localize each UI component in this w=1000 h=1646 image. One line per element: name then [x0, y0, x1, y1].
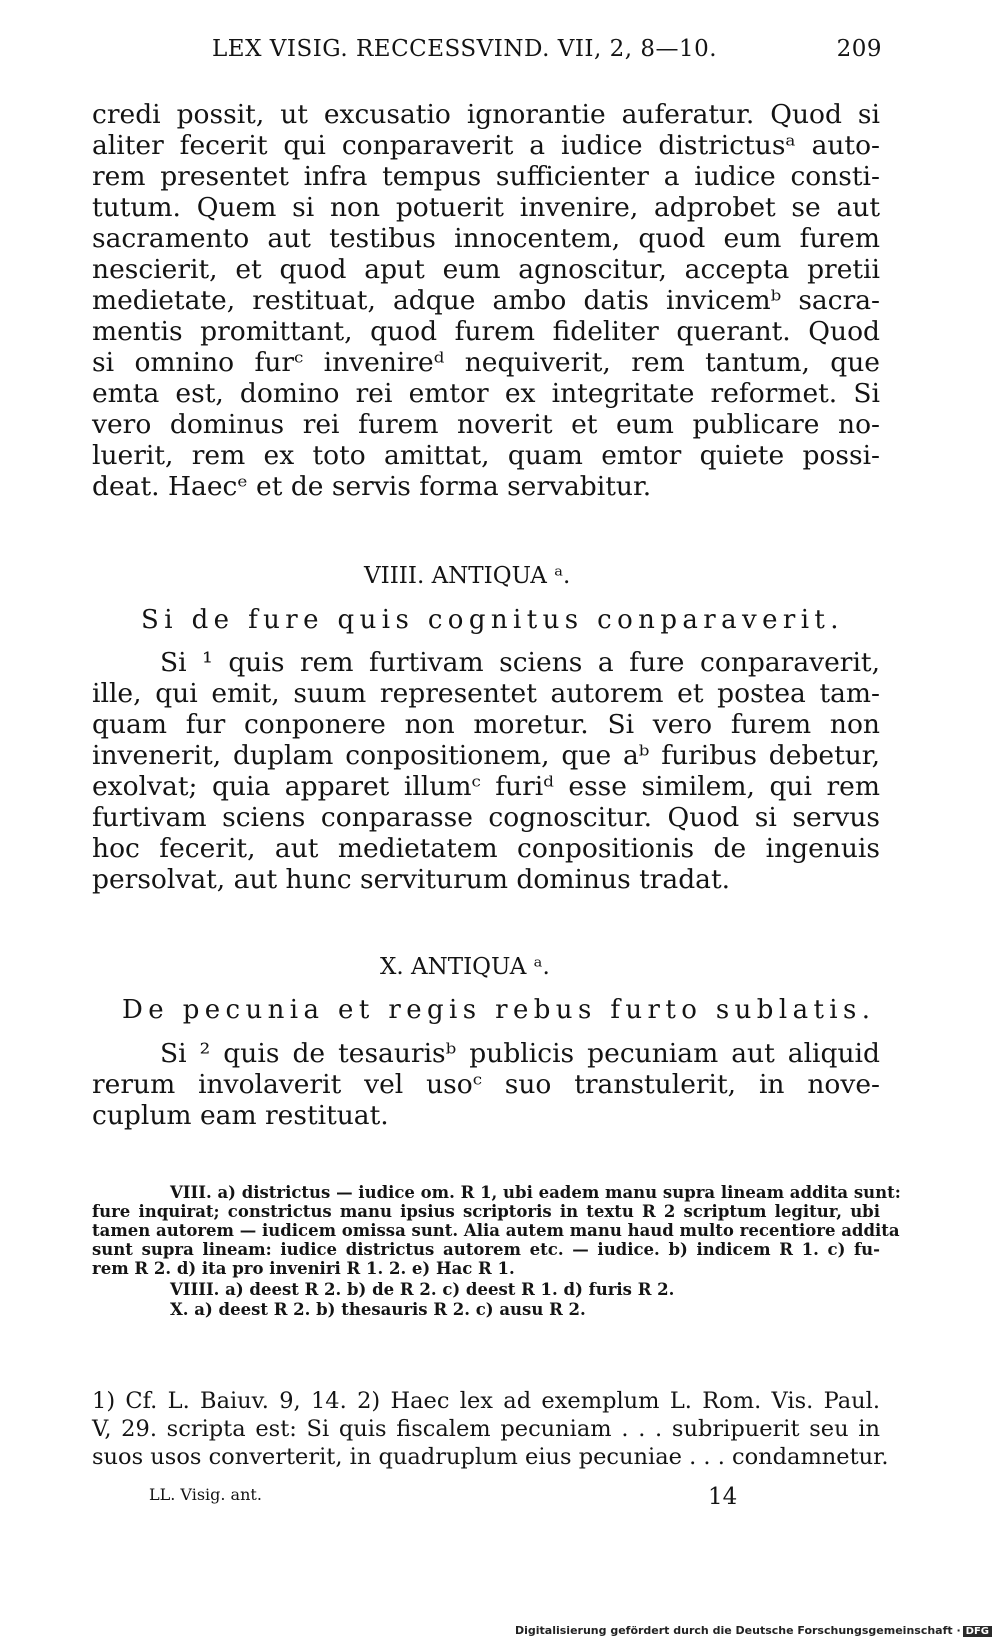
body-line: persolvat, aut hunc serviturum dominus tradat. [92, 864, 731, 895]
signature-number: 14 [708, 1484, 738, 1510]
body-line: Si ¹ quis rem furtivam sciens a fure conparaverit, [160, 647, 880, 678]
section-rubric: De pecunia et regis rebus furto sublatis. [122, 995, 876, 1025]
body-line: quam fur conponere non moretur. Si vero furem non [92, 709, 880, 740]
apparatus-line: VIIII. a) deest R 2. b) de R 2. c) deest R 1. d) furis R 2. [170, 1280, 675, 1299]
body-line: sacramento aut testibus innocentem, quod eum furem [92, 223, 880, 254]
running-header: LEX VISIG. RECCESSVIND. VII, 2, 8—10. [212, 36, 718, 62]
signature-label: LL. Visig. ant. [149, 1485, 262, 1504]
body-line: emta est, domino rei emtor ex integritate reformet. Si [92, 378, 880, 409]
apparatus-line: tamen autorem — iudicem omissa sunt. Alia autem manu haud multo recentiore addita [92, 1221, 900, 1240]
body-line: hoc fecerit, aut medietatem conpositionis de ingenuis [92, 833, 880, 864]
source-note-line: V, 29. scripta est: Si quis fiscalem pecuniam . . . subripuerit seu in [92, 1416, 880, 1442]
body-line: exolvat; quia apparet illumᶜ furiᵈ esse similem, qui rem [92, 771, 880, 802]
body-line: ille, qui emit, suum representet autorem et postea tam- [92, 678, 880, 709]
body-line: cuplum eam restituat. [92, 1100, 389, 1131]
body-line: nescierit, et quod aput eum agnoscitur, accepta pretii [92, 254, 880, 285]
body-line: invenerit, duplam conpositionem, que aᵇ furibus debetur, [92, 740, 880, 771]
body-line: si omnino furᶜ invenireᵈ nequiverit, rem tantum, que [92, 347, 880, 378]
body-line: furtivam sciens conparasse cognoscitur. Quod si servus [92, 802, 880, 833]
body-line: aliter fecerit qui conparaverit a iudice districtusᵃ auto- [92, 130, 880, 161]
apparatus-line: VIII. a) districtus — iudice om. R 1, ubi eadem manu supra lineam addita sunt: [170, 1183, 901, 1202]
body-line: mentis promittant, quod furem fideliter querant. Quod [92, 316, 880, 347]
body-line: luerit, rem ex toto amittat, quam emtor quiete possi- [92, 440, 880, 471]
apparatus-line: sunt supra lineam: iudice districtus autorem etc. — iudice. b) indicem R 1. c) fu- [92, 1240, 880, 1259]
body-line: Si ² quis de tesaurisᵇ publicis pecuniam aut aliquid [160, 1038, 880, 1069]
body-line: credi possit, ut excusatio ignorantie auferatur. Quod si [92, 99, 880, 130]
body-line: tutum. Quem si non potuerit invenire, adprobet se aut [92, 192, 880, 223]
body-line: deat. Haecᵉ et de servis forma servabitur. [92, 471, 652, 502]
body-line: rerum involaverit vel usoᶜ suo transtulerit, in nove- [92, 1069, 880, 1100]
section-number: VIIII. ANTIQUA ᵃ. [364, 563, 571, 589]
body-line: rem presentet infra tempus sufficienter a iudice consti- [92, 161, 880, 192]
section-number: X. ANTIQUA ᵃ. [380, 954, 550, 980]
apparatus-line: rem R 2. d) ita pro inveniri R 1. 2. e) Hac R 1. [92, 1259, 515, 1278]
page-number: 209 [836, 36, 882, 62]
source-note-line: suos usos converterit, in quadruplum eius pecuniae . . . condamnetur. [92, 1444, 889, 1470]
funding-notice [515, 1624, 992, 1637]
source-note-line: 1) Cf. L. Baiuv. 9, 14. 2) Haec lex ad exemplum L. Rom. Vis. Paul. [92, 1388, 880, 1414]
body-line: medietate, restituat, adque ambo datis invicemᵇ sacra- [92, 285, 880, 316]
section-rubric: Si de fure quis cognitus conparaverit. [141, 605, 844, 635]
funding-text: Digitalisierung gefördert durch die Deutsche Forschungsgemeinschaft · [514, 1624, 961, 1637]
dfg-logo: DFG [963, 1626, 992, 1637]
body-line: vero dominus rei furem noverit et eum publicare no- [92, 409, 880, 440]
apparatus-line: X. a) deest R 2. b) thesauris R 2. c) ausu R 2. [170, 1300, 586, 1319]
apparatus-line: fure inquirat; constrictus manu ipsius scriptoris in textu R 2 scriptum legitur, ubi [92, 1202, 880, 1221]
